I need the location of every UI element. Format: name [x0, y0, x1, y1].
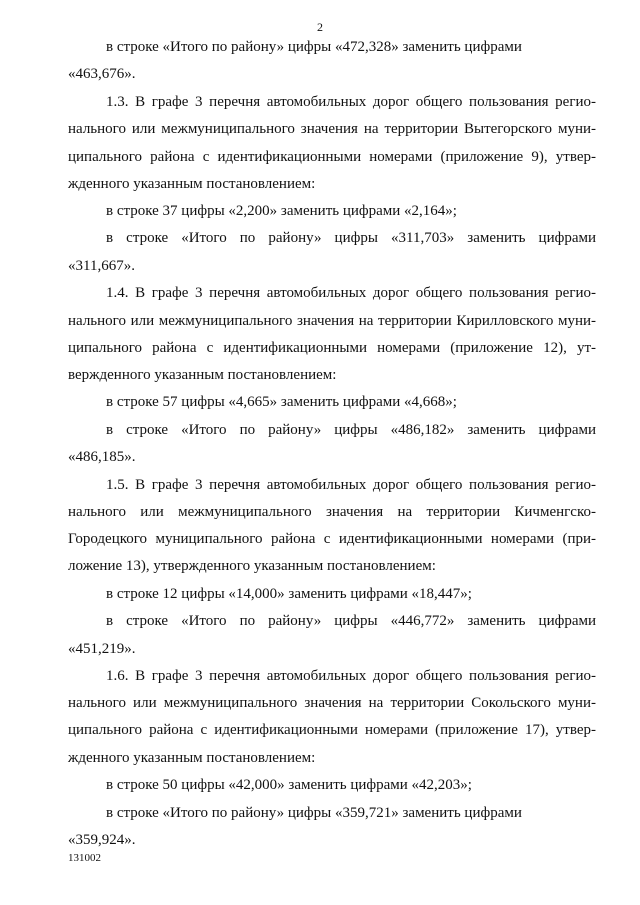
- text-line: «451,219».: [68, 641, 136, 657]
- text-line: ложение 13), утвержденного указанным постановлением:: [68, 558, 436, 574]
- text-line: «463,676».: [68, 66, 136, 82]
- text-line: 1.3. В графе 3 перечня автомобильных дорог общего пользования регио-: [106, 94, 596, 110]
- text-line: ципального района с идентификационными номерами (приложение 12), ут-: [68, 340, 596, 356]
- document-code: 131002: [68, 852, 101, 864]
- text-line: вержденного указанным постановлением:: [68, 367, 337, 383]
- text-line: жденного указанным постановлением:: [68, 176, 316, 192]
- text-line: в строке «Итого по району» цифры «472,328» заменить цифрами: [106, 39, 522, 55]
- page-number: 2: [317, 20, 323, 34]
- text-line: нального или межмуниципального значения на территории Кирилловского муни-: [68, 313, 596, 329]
- text-line: нального или межмуниципального значения на территории Кичменгско-: [68, 504, 596, 520]
- text-line: в строке «Итого по району» цифры «359,721» заменить цифрами: [106, 805, 522, 821]
- text-line: «486,185».: [68, 449, 136, 465]
- text-line: нального или межмуниципального значения на территории Вытегорского муни-: [68, 121, 596, 137]
- text-line: 1.4. В графе 3 перечня автомобильных дорог общего пользования регио-: [106, 285, 596, 301]
- text-line: ципального района с идентификационными номерами (приложение 17), утвер-: [68, 722, 596, 738]
- text-line: Городецкого муниципального района с идентификационными номерами (при-: [68, 531, 596, 547]
- text-line: в строке «Итого по району» цифры «446,772» заменить цифрами: [106, 613, 596, 629]
- text-line: в строке «Итого по району» цифры «486,182» заменить цифрами: [106, 422, 596, 438]
- text-line: «311,667».: [68, 258, 135, 274]
- text-line: жденного указанным постановлением:: [68, 750, 316, 766]
- text-line: в строке 50 цифры «42,000» заменить цифрами «42,203»;: [106, 777, 472, 793]
- text-line: в строке 37 цифры «2,200» заменить цифрами «2,164»;: [106, 203, 457, 219]
- text-line: в строке 57 цифры «4,665» заменить цифрами «4,668»;: [106, 394, 457, 410]
- text-line: в строке 12 цифры «14,000» заменить цифрами «18,447»;: [106, 586, 472, 602]
- text-line: ципального района с идентификационными номерами (приложение 9), утвер-: [68, 149, 596, 165]
- text-line: 1.6. В графе 3 перечня автомобильных дорог общего пользования регио-: [106, 668, 596, 684]
- text-line: 1.5. В графе 3 перечня автомобильных дорог общего пользования регио-: [106, 477, 596, 493]
- text-line: в строке «Итого по району» цифры «311,703» заменить цифрами: [106, 230, 596, 246]
- text-line: «359,924».: [68, 832, 136, 848]
- text-line: нального или межмуниципального значения на территории Сокольского муни-: [68, 695, 596, 711]
